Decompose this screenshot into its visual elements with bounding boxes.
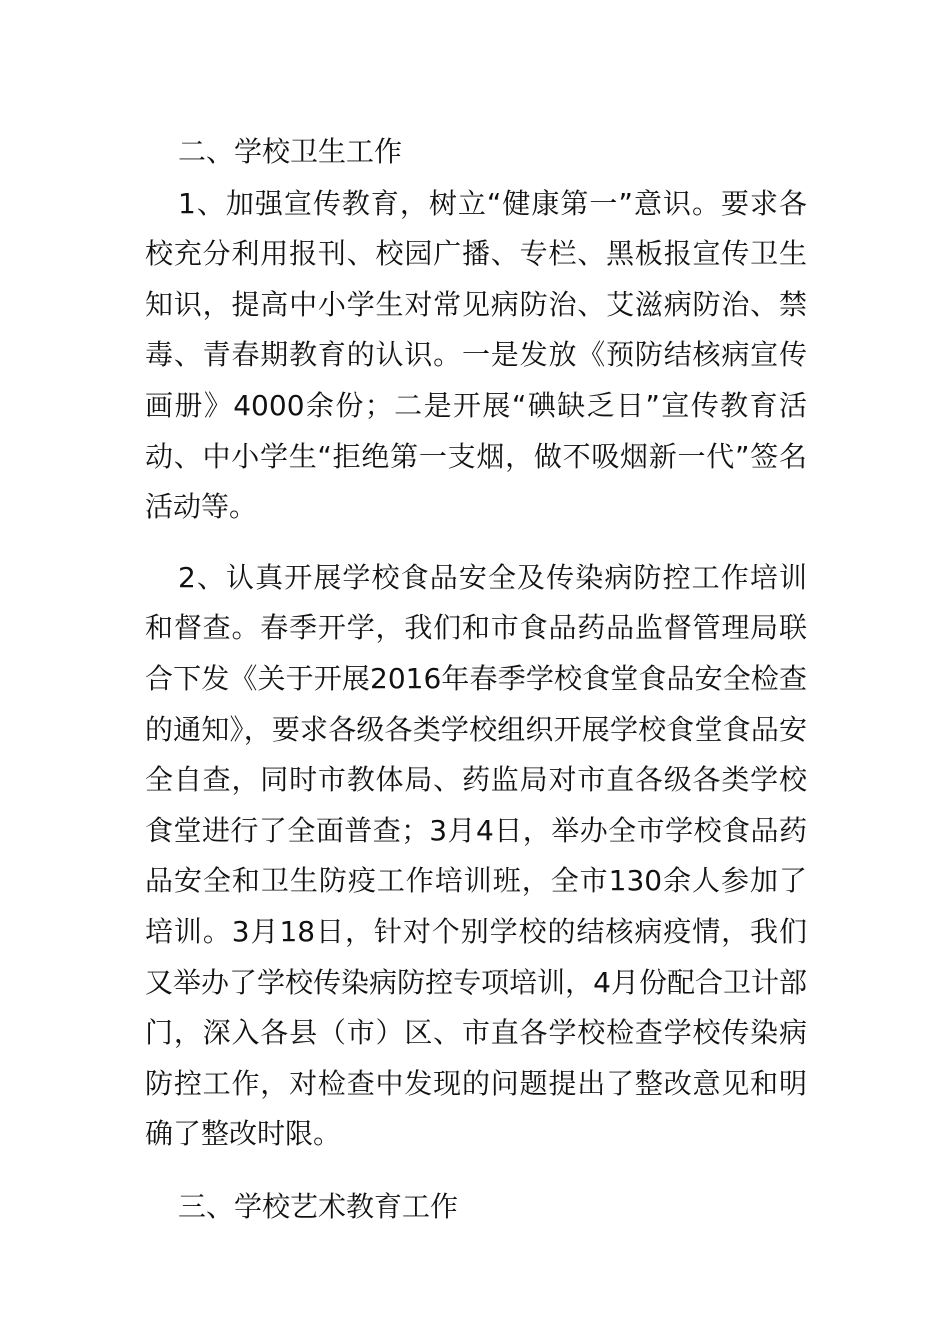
paragraph-health-education: 1、加强宣传教育，树立“健康第一”意识。要求各校充分利用报刊、校园广播、专栏、黑板报宣传卫生知识，提高中小学生对常见病防治、艾滋病防治、禁毒、青春期教育的认识。一是发放《预防结核病宣传画册》4000余份；二是开展“碘缺乏日”宣传教育活动、中小学生“拒绝第一支烟，做不吸烟新一代”签名活动等。 <box>145 186 807 524</box>
section-heading-art-education: 三、学校艺术教育工作 <box>178 1189 459 1223</box>
paragraph-food-safety-training: 2、认真开展学校食品安全及传染病防控工作培训和督查。春季开学，我们和市食品药品监督管理局联合下发《关于开展2016年春季学校食堂食品安全检查的通知》，要求各级各类学校组织开展学校食堂食品安全自查，同时市教体局、药监局对市直各级各类学校食堂进行了全面普查；3月4日，举办全市学校食品药品安全和卫生防疫工作培训班，全市130余人参加了培训。3月18日，针对个别学校的结核病疫情，我们又举办了学校传染病防控专项培训，4月份配合卫计部门，深入各县（市）区、市直各学校检查学校传染病防控工作，对检查中发现的问题提出了整改意见和明确了整改时限。 <box>145 560 807 1151</box>
section-heading-school-health: 二、学校卫生工作 <box>178 135 403 168</box>
document-body <box>145 127 807 1232</box>
